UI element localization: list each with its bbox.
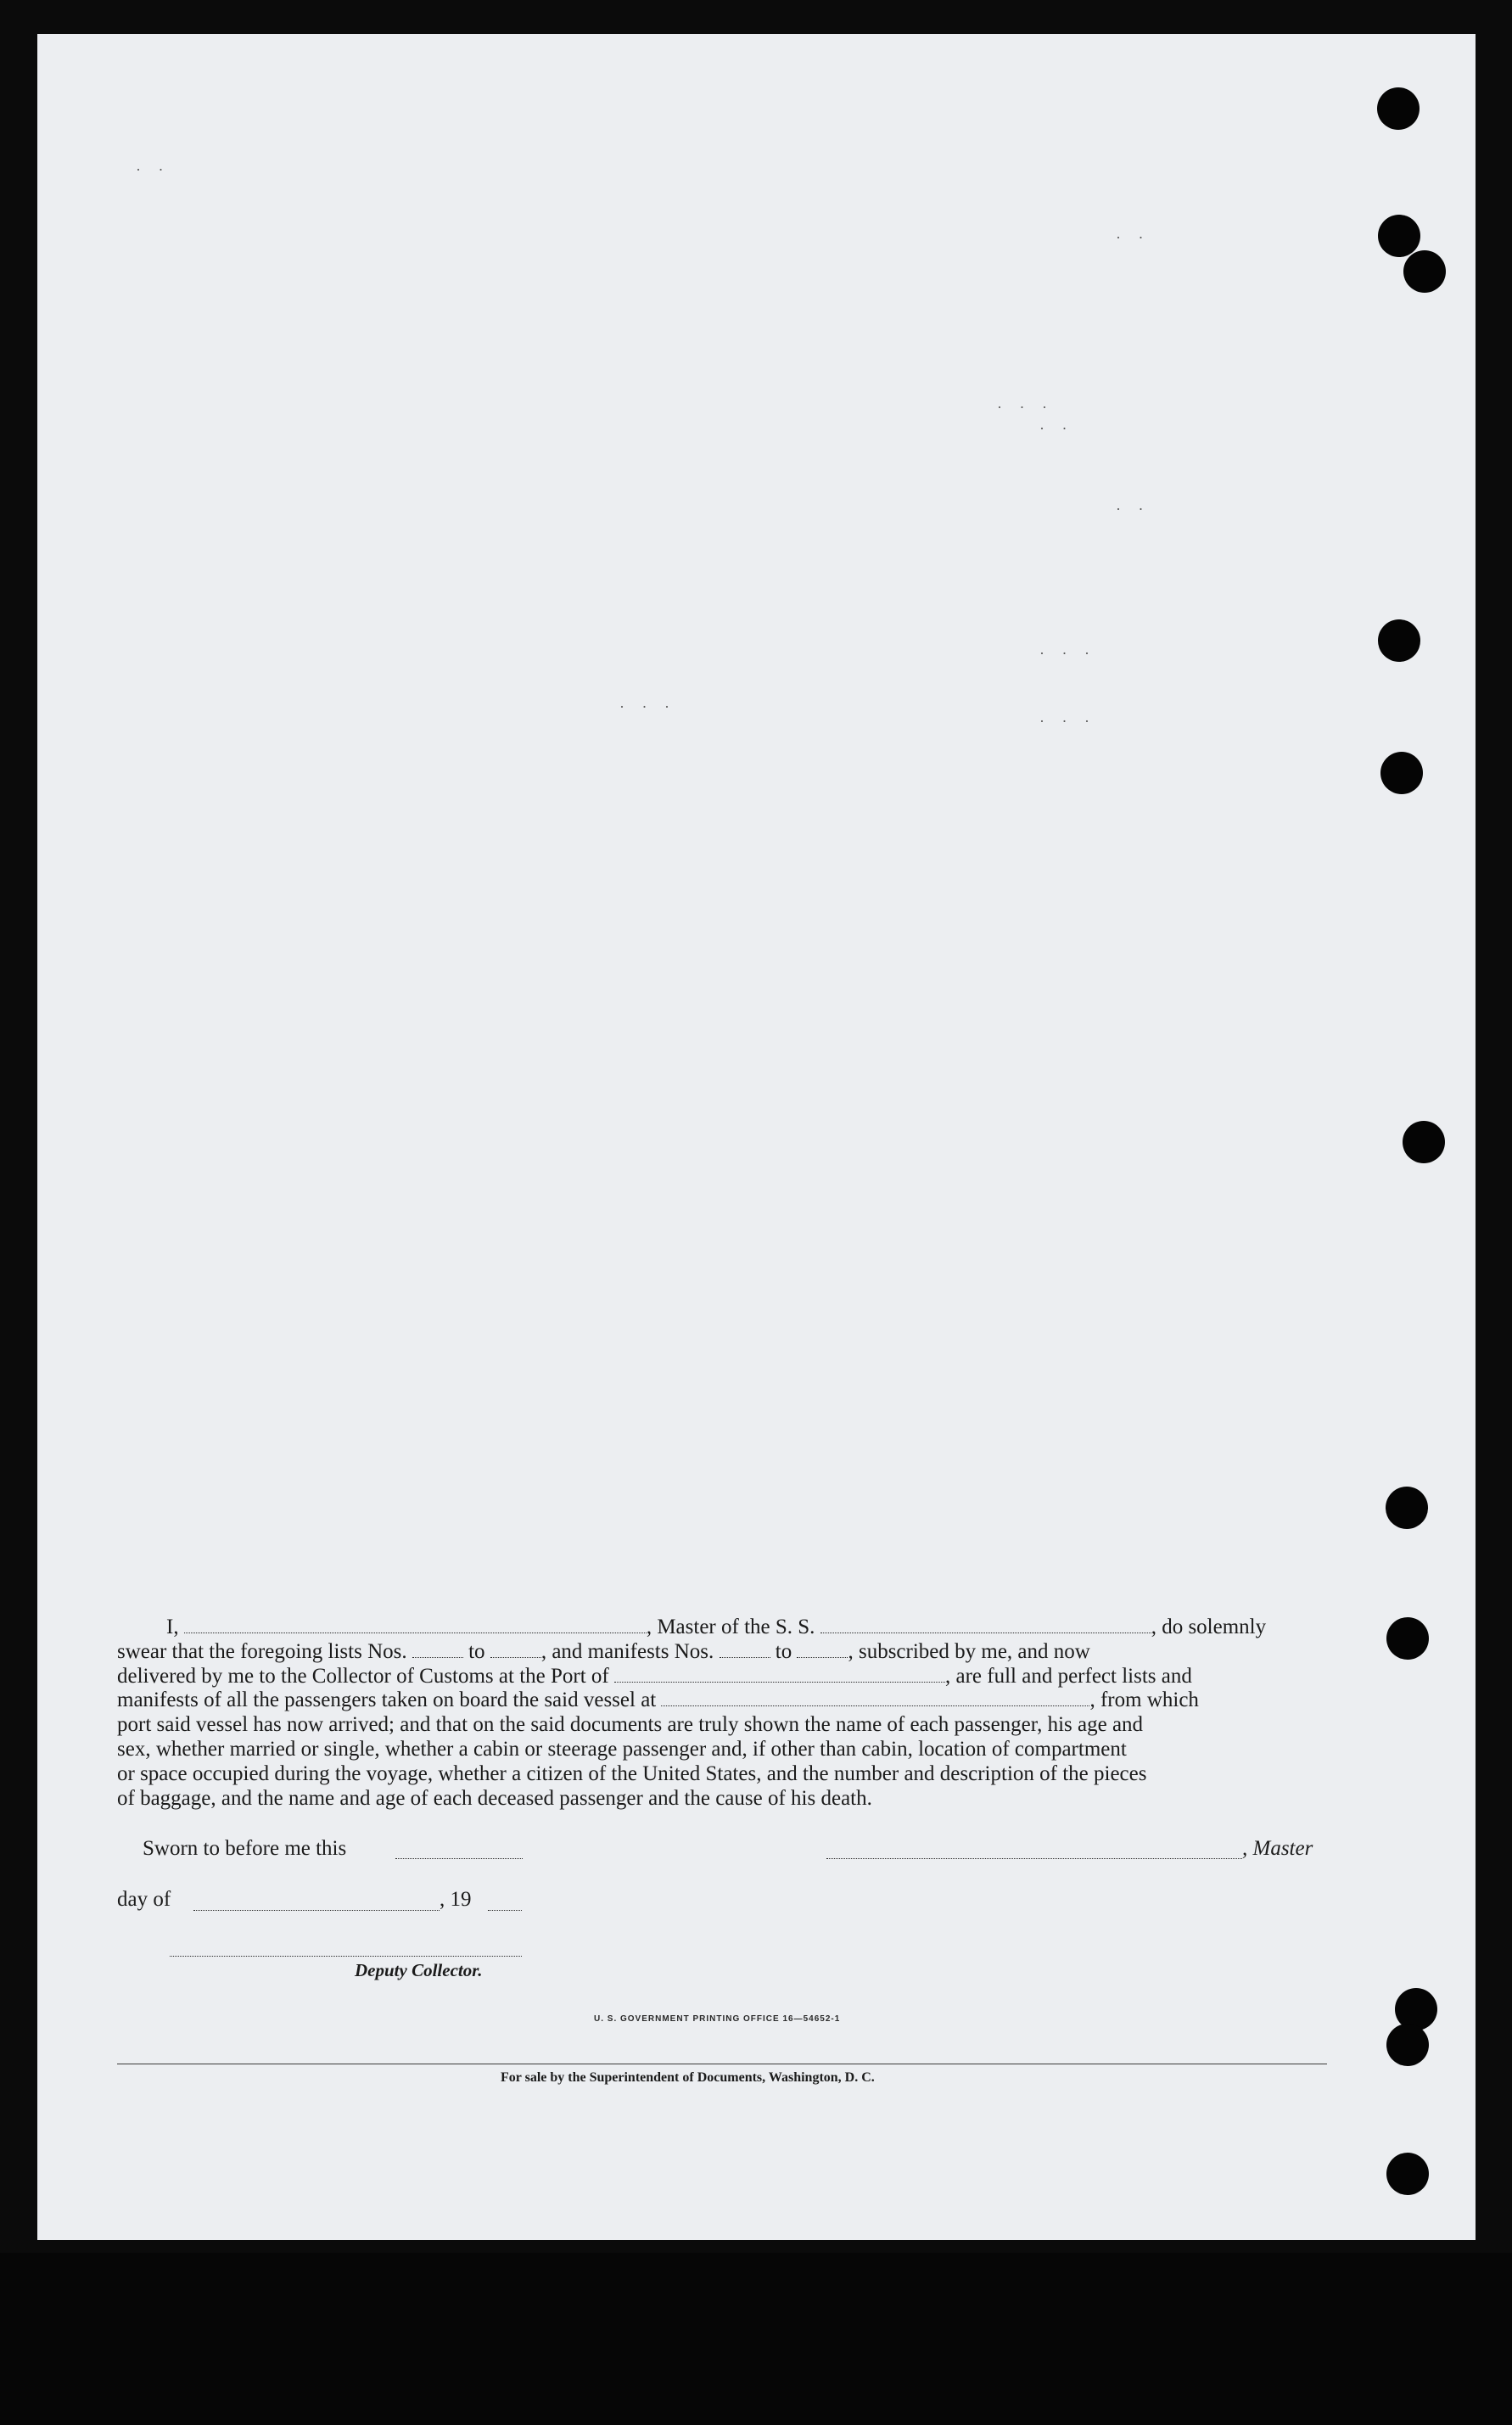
master-name-blank xyxy=(184,1620,647,1633)
oath-line-7: or space occupied during the voyage, whether a citizen of the United States, and the number and description of the pieces xyxy=(117,1761,1147,1785)
printer-mark: U. S. GOVERNMENT PRINTING OFFICE 16—54652-1 xyxy=(594,2014,841,2024)
punch-hole xyxy=(1378,215,1420,257)
oath-line-3: delivered by me to the Collector of Customs at the Port of , are full and perfect lists and xyxy=(117,1664,1192,1688)
document-page xyxy=(37,34,1476,2240)
punch-hole xyxy=(1378,619,1420,662)
scan-speck: · · · xyxy=(1039,645,1096,662)
punch-hole xyxy=(1386,1487,1428,1529)
scan-speck: · · · xyxy=(997,399,1054,416)
oath-line-2: swear that the foregoing lists Nos. to , and manifests Nos. to , subscribed by me, and now xyxy=(117,1639,1090,1663)
oath-line-4: manifests of all the passengers taken on board the said vessel at , from which xyxy=(117,1689,1199,1712)
oath-line-6: sex, whether married or single, whether a cabin or steerage passenger and, if other than cabin, location of compartment xyxy=(117,1737,1127,1761)
departure-port-blank xyxy=(661,1693,1089,1706)
list-no-from-blank xyxy=(412,1644,463,1658)
oath-line-5: port said vessel has now arrived; and that on the said documents are truly shown the name of each passenger, his age and xyxy=(117,1713,1144,1737)
punch-hole xyxy=(1386,1617,1429,1660)
punch-hole xyxy=(1403,1121,1445,1163)
scan-speck: · · · xyxy=(619,698,676,715)
scan-border xyxy=(0,2253,1512,2425)
day-of-label: day of xyxy=(117,1888,171,1911)
scan-speck: · · xyxy=(136,161,171,178)
ship-name-blank xyxy=(820,1620,1151,1633)
year-prefix: , 19 xyxy=(440,1888,472,1911)
scan-speck: · · xyxy=(1116,229,1151,246)
master-label: , Master xyxy=(1242,1837,1313,1860)
oath-line-1: I, , Master of the S. S. , do solemnly xyxy=(166,1616,1267,1638)
port-blank xyxy=(614,1669,945,1683)
sworn-date-blank xyxy=(395,1858,523,1859)
punch-hole xyxy=(1380,752,1423,794)
master-oath-paragraph xyxy=(117,1616,1327,1811)
punch-hole xyxy=(1377,87,1420,130)
scan-speck: · · xyxy=(1039,420,1074,437)
punch-hole xyxy=(1386,2024,1429,2066)
oath-line-8: of baggage, and the name and age of each deceased passenger and the cause of his death. xyxy=(117,1786,872,1810)
scan-speck: · · · xyxy=(1039,713,1096,730)
year-blank xyxy=(488,1910,522,1911)
scan-speck: · · xyxy=(1116,501,1151,518)
master-signature-blank xyxy=(826,1858,1242,1859)
deputy-signature-blank xyxy=(170,1956,522,1957)
sale-note: For sale by the Superintendent of Documents, Washington, D. C. xyxy=(501,2070,875,2085)
punch-hole xyxy=(1386,2153,1429,2195)
list-no-to-blank xyxy=(490,1644,541,1658)
deputy-collector-label: Deputy Collector. xyxy=(355,1960,483,1980)
manifest-no-from-blank xyxy=(720,1644,770,1658)
sworn-label: Sworn to before me this xyxy=(143,1837,347,1860)
punch-hole xyxy=(1403,250,1446,293)
month-blank xyxy=(193,1910,440,1911)
manifest-no-to-blank xyxy=(797,1644,848,1658)
